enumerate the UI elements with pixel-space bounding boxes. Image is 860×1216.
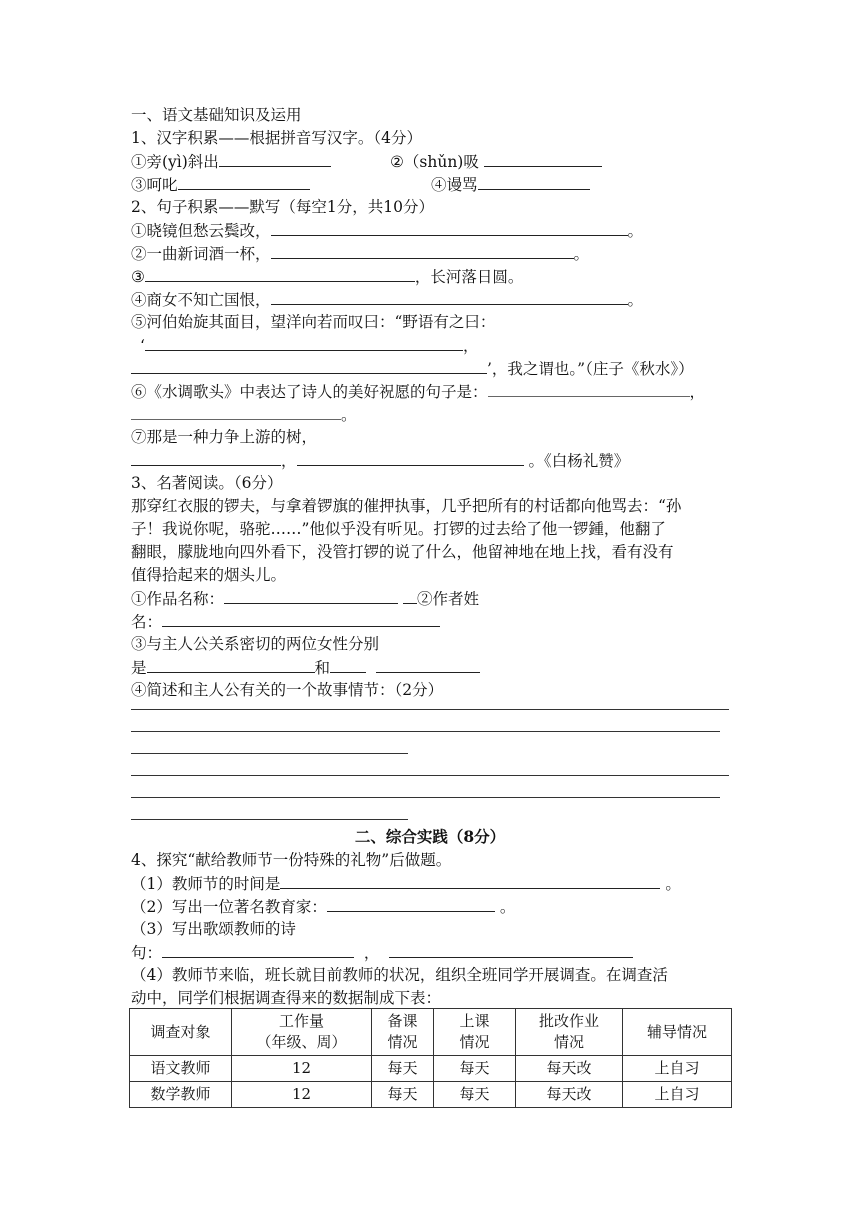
header-cell: 辅导情况 bbox=[623, 1009, 732, 1056]
q2-sentence-7-line-2: ， 。《白杨礼赞》 bbox=[131, 449, 629, 472]
answer-line[interactable] bbox=[131, 753, 408, 754]
q1-item-2: ②（shǔn)吸 bbox=[390, 150, 602, 173]
q2-sentence-5: ⑤河伯始旋其面目，望洋向若而叹曰：“野语有之曰： bbox=[131, 313, 496, 331]
q3-passage-line-4: 值得拾起来的烟头儿。 bbox=[131, 566, 287, 584]
answer-blank[interactable] bbox=[488, 380, 690, 397]
header-cell: 批改作业 情况 bbox=[516, 1009, 623, 1056]
answer-blank[interactable] bbox=[403, 587, 417, 604]
answer-blank[interactable] bbox=[145, 334, 463, 351]
table-cell: 数学教师 bbox=[130, 1082, 232, 1108]
table-cell: 每天 bbox=[372, 1082, 434, 1108]
answer-blank[interactable] bbox=[162, 941, 354, 958]
q2-sentence-5-line-3: ’，我之谓也。”（庄子《秋水》） bbox=[131, 357, 694, 380]
answer-line[interactable] bbox=[131, 775, 729, 776]
q3-story-label: ④简述和主人公有关的一个故事情节：（2分） bbox=[131, 681, 444, 699]
q2-prompt: 2、句子积累——默写（每空1分，共10分） bbox=[131, 198, 434, 216]
header-cell: 上课 情况 bbox=[434, 1009, 516, 1056]
table-cell: 12 bbox=[232, 1082, 372, 1108]
q3-prompt: 3、名著阅读。（6分） bbox=[131, 474, 283, 492]
answer-blank[interactable] bbox=[219, 150, 331, 167]
q1-item-3: ③呵叱 bbox=[131, 173, 310, 196]
answer-blank[interactable] bbox=[131, 357, 487, 374]
answer-blank[interactable] bbox=[162, 610, 440, 627]
table-cell: 语文教师 bbox=[130, 1056, 232, 1082]
answer-blank[interactable] bbox=[280, 872, 660, 889]
table-cell: 上自习 bbox=[623, 1056, 732, 1082]
table-cell: 上自习 bbox=[623, 1082, 732, 1108]
table-cell: 12 bbox=[232, 1056, 372, 1082]
table-cell: 每天 bbox=[372, 1056, 434, 1082]
answer-line[interactable] bbox=[131, 731, 720, 732]
survey-table bbox=[129, 1008, 732, 1108]
q3-work-title: ①作品名称： ②作者姓 bbox=[131, 587, 479, 610]
answer-blank[interactable] bbox=[478, 173, 590, 190]
answer-blank[interactable] bbox=[147, 656, 315, 673]
answer-blank[interactable] bbox=[271, 242, 574, 259]
q1-prompt: 1、汉字积累——根据拼音写汉字。（4分） bbox=[131, 129, 422, 147]
table-header-row bbox=[130, 1009, 732, 1056]
answer-blank[interactable] bbox=[131, 449, 281, 466]
header-cell: 备课 情况 bbox=[372, 1009, 434, 1056]
table-row bbox=[130, 1056, 732, 1082]
q4-part-3: （3）写出歌颂教师的诗 bbox=[131, 920, 296, 938]
table-row bbox=[130, 1082, 732, 1108]
q1-item-1: ①旁(yì)斜出 bbox=[131, 150, 331, 173]
answer-blank[interactable] bbox=[145, 265, 415, 282]
answer-blank[interactable] bbox=[271, 219, 628, 236]
answer-blank[interactable] bbox=[327, 895, 495, 912]
answer-blank[interactable] bbox=[178, 173, 310, 190]
q4-part-4: （4）教师节来临，班长就目前教师的状况，组织全班同学开展调查。在调查活 bbox=[131, 966, 668, 984]
q3-passage-line-3: 翻眼，朦胧地向四外看下，没管打锣的说了什么，他留神地在地上找，看有没有 bbox=[131, 543, 674, 561]
q2-sentence-6-line-2: 。 bbox=[131, 403, 357, 426]
answer-blank[interactable] bbox=[297, 449, 524, 466]
q2-sentence-7: ⑦那是一种力争上游的树， bbox=[131, 428, 318, 446]
q2-sentence-4: ④商女不知亡国恨， 。 bbox=[131, 288, 643, 311]
q3-author: 名： bbox=[131, 610, 440, 633]
q2-sentence-3: ③ ，长河落日圆。 bbox=[131, 265, 523, 288]
q3-women-label: ③与主人公关系密切的两位女性分别 bbox=[131, 635, 380, 653]
header-cell: 调查对象 bbox=[130, 1009, 232, 1056]
answer-line[interactable] bbox=[131, 709, 729, 710]
q2-sentence-2: ②一曲新词酒一杯， 。 bbox=[131, 242, 589, 265]
q4-part-3-line-2: 句： ， bbox=[131, 941, 633, 964]
answer-blank[interactable] bbox=[389, 941, 633, 958]
q2-sentence-5-line-2: ‘ ， bbox=[140, 334, 478, 357]
answer-blank[interactable] bbox=[484, 150, 602, 167]
table-cell: 每天 bbox=[434, 1082, 516, 1108]
q3-passage-line-1: 那穿红衣服的锣夫，与拿着锣旗的催押执事，几乎把所有的村话都向他骂去：“孙 bbox=[131, 497, 682, 515]
section-1-title: 一、语文基础知识及运用 bbox=[131, 106, 302, 124]
answer-line[interactable] bbox=[131, 797, 720, 798]
answer-blank[interactable] bbox=[224, 587, 398, 604]
q4-part-4-line-2: 动中，同学们根据调查得来的数据制成下表： bbox=[131, 989, 442, 1007]
answer-line[interactable] bbox=[131, 819, 408, 820]
q4-part-1: （1）教师节的时间是 。 bbox=[131, 872, 681, 895]
q2-sentence-1: ①晓镜但愁云鬓改， 。 bbox=[131, 219, 643, 242]
table-cell: 每天改 bbox=[516, 1056, 623, 1082]
q3-passage-line-2: 子！我说你呢，骆驼……”他似乎没有听见。打锣的过去给了他一锣鍾，他翻了 bbox=[131, 520, 666, 538]
table-cell: 每天 bbox=[434, 1056, 516, 1082]
q4-part-2: （2）写出一位著名教育家： 。 bbox=[131, 895, 515, 918]
q4-prompt: 4、探究“献给教师节一份特殊的礼物”后做题。 bbox=[131, 851, 452, 869]
answer-blank[interactable] bbox=[376, 656, 480, 673]
q3-women: 是 和 bbox=[131, 656, 480, 679]
table-cell: 每天改 bbox=[516, 1082, 623, 1108]
q1-item-4: ④谩骂 bbox=[431, 173, 590, 196]
q2-sentence-6: ⑥《水调歌头》中表达了诗人的美好祝愿的句子是： ， bbox=[131, 380, 705, 403]
header-cell: 工作量 （年级、周） bbox=[232, 1009, 372, 1056]
section-2-title: 二、综合实践（8分） bbox=[354, 827, 506, 846]
answer-blank[interactable] bbox=[131, 403, 341, 420]
answer-blank[interactable] bbox=[271, 288, 628, 305]
answer-blank[interactable] bbox=[330, 656, 366, 673]
